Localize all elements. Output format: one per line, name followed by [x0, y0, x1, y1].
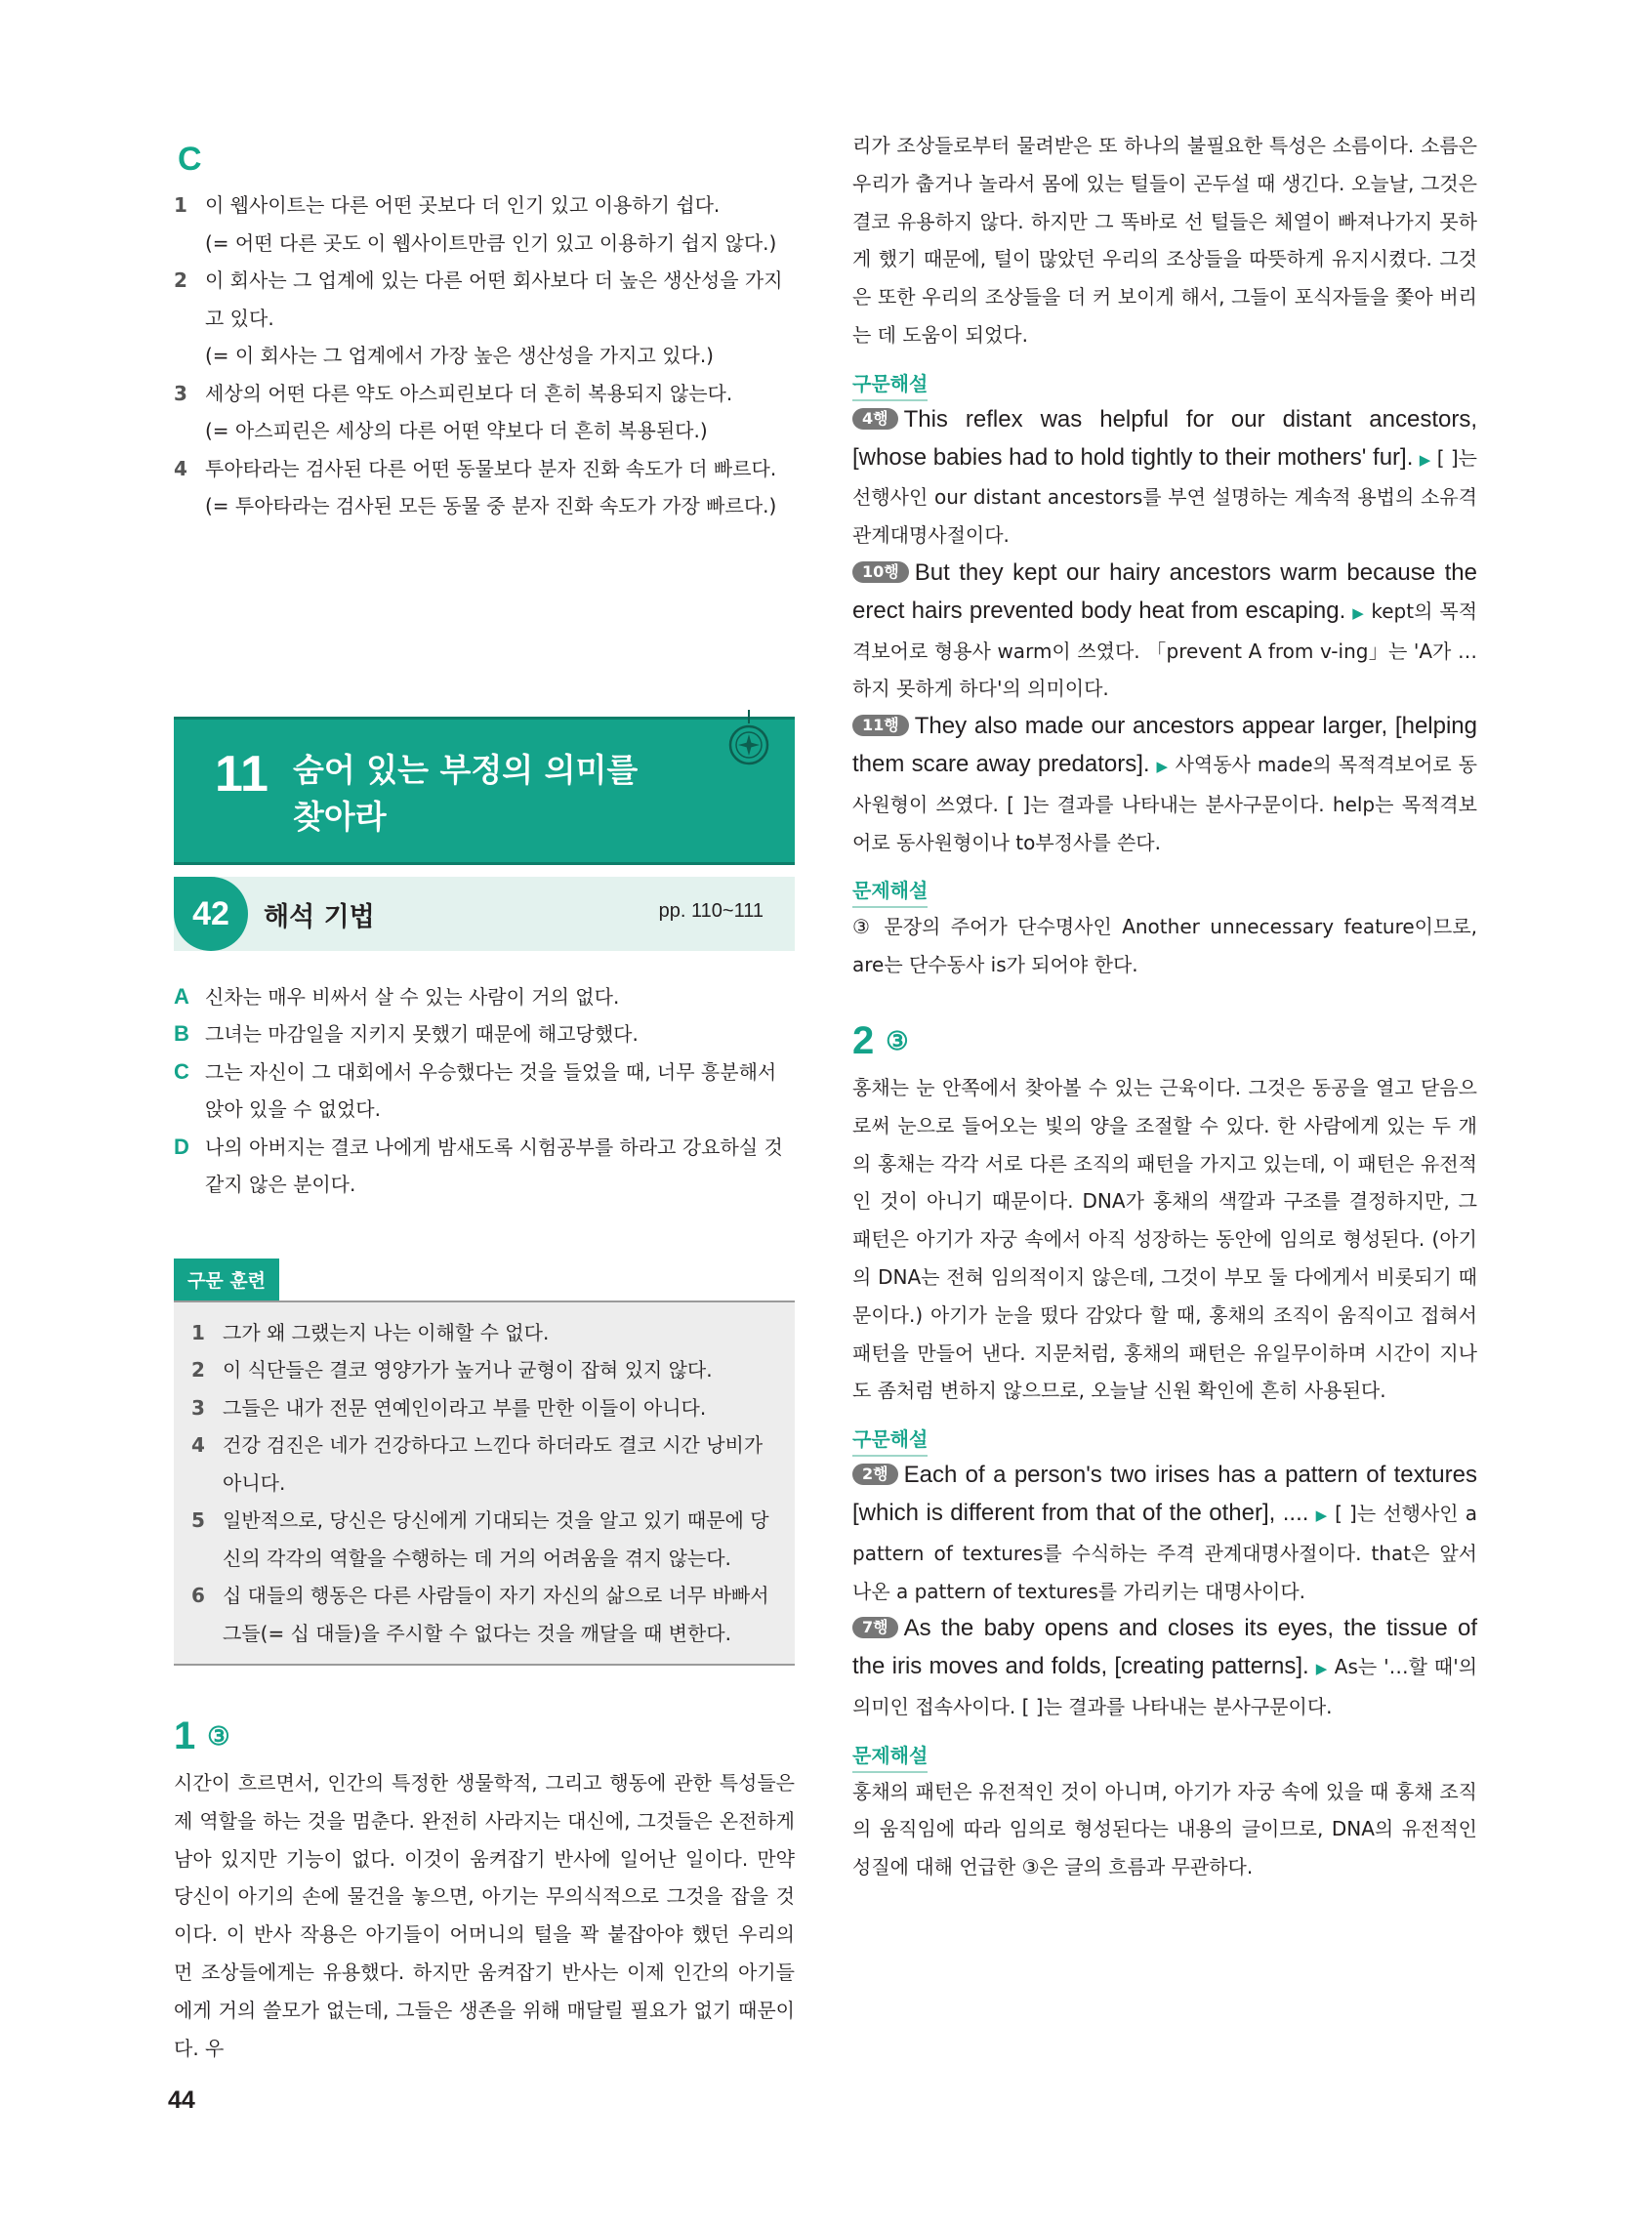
page-number: 44	[168, 2086, 195, 2114]
gumun-explanation-tag: 구문해설	[852, 1424, 928, 1457]
list-item	[174, 262, 795, 337]
korean-explanation: [ ]는 선행사인 our distant ancestors를 부연 설명하는 계속적 용법의 소유격 관계대명사절이다.	[852, 445, 1477, 548]
item-text: 그녀는 마감일을 지키지 못했기 때문에 해고당했다.	[205, 1022, 639, 1046]
answer-choice: ③	[886, 1025, 909, 1055]
korean-explanation: [ ]는 선행사인 a pattern of textures를 수식하는 주격 관계대명사절이다. that은 앞서 나온 a pattern of textures를 가리키는 대명사이다.	[852, 1501, 1478, 1603]
answer-choice: ③	[207, 1721, 230, 1751]
item-number: 2	[191, 1358, 205, 1382]
list-item-note	[174, 412, 795, 450]
gumun-explanation-tag: 구문해설	[852, 368, 928, 401]
item-number: 2	[174, 268, 187, 292]
item-text: 그가 왜 그랬는지 나는 이해할 수 없다.	[223, 1320, 550, 1344]
lesson-header	[174, 877, 795, 951]
list-item	[191, 1426, 777, 1502]
problem-explanation-tag: 문제해설	[852, 875, 928, 908]
right-column	[852, 127, 1477, 1886]
item-text: 이 회사는 그 업계에 있는 다른 어떤 회사보다 더 높은 생산성을 가지고 있다.	[205, 268, 783, 330]
section-c-heading: C	[178, 141, 202, 178]
item-number: 3	[191, 1395, 205, 1420]
problem-explanation: 홍채의 패턴은 유전적인 것이 아니며, 아기가 자궁 속에 있을 때 홍채 조직의 움직임에 따라 임의로 형성된다는 내용의 글이므로, DNA의 유전적인 성질에 대해 언급한 ③은 글의 흐름과 무관하다.	[852, 1779, 1477, 1879]
item-number: 4	[174, 456, 187, 480]
item-text: 그들은 내가 전문 연예인이라고 부를 만한 이들이 아니다.	[223, 1395, 707, 1420]
item-number: 1	[191, 1320, 205, 1344]
item-note: (= 이 회사는 그 업계에서 가장 높은 생산성을 가지고 있다.)	[205, 344, 714, 367]
lesson-pages: pp. 110~111	[658, 899, 764, 922]
item-text: 이 식단들은 결코 영양가가 높거나 균형이 잡혀 있지 않다.	[223, 1358, 713, 1382]
compass-icon	[723, 710, 775, 772]
list-item	[191, 1314, 777, 1352]
gumun-entry	[852, 555, 1477, 708]
list-item	[174, 1129, 795, 1204]
english-sentence: They also made our ancestors appear larger, [helping them scare away predators].	[852, 713, 1477, 777]
arrow-icon: ▶	[1315, 1506, 1328, 1524]
item-text: 투아타라는 검사된 다른 어떤 동물보다 분자 진화 속도가 더 빠르다.	[205, 456, 777, 480]
list-item	[191, 1577, 777, 1652]
answer-2-translation: 홍채는 눈 안쪽에서 찾아볼 수 있는 근육이다. 그것은 동공을 열고 닫음으로써 눈으로 들어오는 빛의 양을 조절할 수 있다. 한 사람에게 있는 두 개의 홍채는 각각 서로 다른 조직의 패턴을 가지고 있는데, 이 패턴은 유전적인 것이 아니기 때문이다. DNA가 홍채의 색깔과 구조를 결정하지만, 그 패턴은 아기가 자궁 속에서 아직 성장하는 동안에 임의로 형성된다. (아기의 DNA는 전혀 임의적이지 않은데, 그것이 부모 둘 다에게서 비롯되기 때문이다.) 아기가 눈을 떴다 감았다 할 때, 홍채의 조직이 움직이고 접혀서 패턴을 만들어 낸다. 지문처럼, 홍채의 패턴은 유일무이하며 시간이 지나도 좀처럼 변하지 않으므로, 오늘날 신원 확인에 흔히 사용된다.	[852, 1075, 1477, 1403]
list-item	[191, 1351, 777, 1389]
item-note: (= 어떤 다른 곳도 이 웹사이트만큼 인기 있고 이용하기 쉽지 않다.)	[205, 230, 777, 255]
english-sentence: This reflex was helpful for our distant ancestors, [whose babies had to hold tightly to their mothers' fur].	[852, 405, 1477, 471]
chapter-title-line2: 찾아라	[293, 797, 387, 836]
item-text: 세상의 어떤 다른 약도 아스피린보다 더 흔히 복용되지 않는다.	[205, 381, 733, 405]
section-c-list	[174, 186, 795, 525]
list-item	[174, 1015, 795, 1053]
answer-2-heading	[852, 1019, 1477, 1063]
item-key: B	[174, 1021, 189, 1046]
chapter-banner	[174, 717, 795, 865]
lesson-title: 해석 기법	[264, 901, 375, 932]
list-item-note	[174, 337, 795, 375]
item-number: 3	[174, 381, 187, 405]
english-sentence: Each of a person's two irises has a pattern of textures [which is different from that of the other], ....	[852, 1462, 1477, 1526]
answer-1-translation-cont: 리가 조상들로부터 물려받은 또 하나의 불필요한 특성은 소름이다. 소름은 우리가 춥거나 놀라서 몸에 있는 털들이 곤두설 때 생긴다. 오늘날, 그것은 결코 유용하지 않다. 하지만 그 똑바로 선 털들은 체열이 빠져나가지 못하게 했기 때문에, 털이 많았던 우리의 조상들을 따뜻하게 유지시켰다. 그것은 또한 우리의 조상들을 더 커 보이게 해서, 그들이 포식자들을 쫓아 버리는 데 도움이 되었다.	[852, 134, 1477, 347]
list-item-note	[174, 225, 795, 263]
chapter-title-line1: 숨어 있는 부정의 의미를	[293, 750, 639, 789]
list-item	[174, 375, 795, 413]
item-number: 4	[191, 1433, 205, 1457]
item-number: 1	[174, 193, 187, 217]
gumun-training-tag: 구문 훈련	[174, 1259, 279, 1300]
item-text: 건강 검진은 네가 건강하다고 느낀다 하더라도 결코 시간 낭비가 아니다.	[223, 1433, 764, 1495]
arrow-icon: ▶	[1315, 1660, 1328, 1678]
line-badge: 4행	[852, 408, 898, 430]
item-number: 5	[191, 1508, 205, 1532]
line-badge: 11행	[852, 715, 909, 736]
chapter-number: 11	[215, 745, 268, 803]
left-column	[174, 135, 795, 2067]
item-text: 십 대들의 행동은 다른 사람들이 자기 자신의 삶으로 너무 바빠서 그들(= 십 대들)을 주시할 수 없다는 것을 깨달을 때 변한다.	[223, 1584, 769, 1645]
item-text: 일반적으로, 당신은 당신에게 기대되는 것을 알고 있기 때문에 당신의 각각의 역할을 수행하는 데 거의 어려움을 겪지 않는다.	[223, 1508, 769, 1570]
item-text: 나의 아버지는 결코 나에게 밤새도록 시험공부를 하라고 강요하실 것 같지 않은 분이다.	[205, 1135, 783, 1196]
english-sentence: But they kept our hairy ancestors warm because the erect hairs prevented body heat from escaping.	[852, 558, 1477, 624]
line-badge: 7행	[852, 1617, 898, 1638]
chapter-title	[293, 747, 664, 841]
line-badge: 2행	[852, 1464, 898, 1485]
item-key: D	[174, 1134, 189, 1159]
problem-explanation: ③ 문장의 주어가 단수명사인 Another unnecessary feature이므로, are는 단수동사 is가 되어야 한다.	[852, 915, 1477, 977]
korean-explanation: As는 '…할 때'의 의미인 접속사이다. [ ]는 결과를 나타내는 분사구문이다.	[852, 1655, 1478, 1718]
item-note: (= 아스피린은 세상의 다른 어떤 약보다 더 흔히 복용된다.)	[205, 419, 708, 442]
list-item	[191, 1502, 777, 1577]
gumun-entry	[852, 1457, 1477, 1610]
arrow-icon: ▶	[1352, 603, 1365, 622]
answer-number: 1	[174, 1714, 196, 1757]
list-item	[174, 450, 795, 488]
answer-number: 2	[852, 1018, 875, 1062]
gumun-training-box	[174, 1300, 795, 1667]
list-item-note	[174, 487, 795, 525]
problem-explanation-tag: 문제해설	[852, 1740, 928, 1773]
korean-explanation: kept의 목적격보어로 형용사 warm이 쓰였다. 「prevent A from v-ing」는 'A가 …하지 못하게 하다'의 의미이다.	[852, 599, 1478, 701]
answer-1-translation: 시간이 흐르면서, 인간의 특정한 생물학적, 그리고 행동에 관한 특성들은 제 역할을 하는 것을 멈춘다. 완전히 사라지는 대신에, 그것들은 온전하게 남아 있지만 기능이 없다. 이것이 움켜잡기 반사에 일어난 일이다. 만약 당신이 아기의 손에 물건을 놓으면, 아기는 무의식적으로 그것을 잡을 것이다. 이 반사 작용은 아기들이 어머니의 털을 꽉 붙잡아야 했던 우리의 먼 조상들에게는 유용했다. 하지만 움켜잡기 반사는 이제 인간의 아기들에게 거의 쓸모가 없는데, 그들은 생존을 위해 매달릴 필요가 없기 때문이다. 우	[174, 1771, 795, 2060]
item-text: 신차는 매우 비싸서 살 수 있는 사람이 거의 없다.	[205, 984, 620, 1009]
list-item	[174, 186, 795, 225]
arrow-icon: ▶	[1156, 757, 1169, 775]
item-key: A	[174, 983, 189, 1009]
item-text: 이 웹사이트는 다른 어떤 곳보다 더 인기 있고 이용하기 쉽다.	[205, 193, 721, 217]
item-note: (= 투아타라는 검사된 모든 동물 중 분자 진화 속도가 가장 빠르다.)	[205, 494, 777, 517]
lesson-number: 42	[192, 894, 229, 932]
list-item	[191, 1389, 777, 1427]
item-key: C	[174, 1058, 189, 1084]
list-item	[174, 1053, 795, 1129]
item-text: 그는 자신이 그 대회에서 우승했다는 것을 들었을 때, 너무 흥분해서 앉아 있을 수 없었다.	[205, 1059, 777, 1121]
list-item	[174, 978, 795, 1016]
answer-list-abcd	[174, 978, 795, 1204]
answer-1-heading	[174, 1714, 795, 1758]
lesson-number-badge	[174, 877, 248, 951]
english-sentence: As the baby opens and closes its eyes, the tissue of the iris moves and folds, [creating patterns].	[852, 1615, 1477, 1680]
item-number: 6	[191, 1584, 205, 1607]
korean-explanation: 사역동사 made의 목적격보어로 동사원형이 쓰였다. [ ]는 결과를 나타내는 분사구문이다. help는 목적격보어로 동사원형이나 to부정사를 쓴다.	[852, 752, 1477, 854]
gumun-entry	[852, 401, 1477, 555]
gumun-entry	[852, 708, 1477, 861]
line-badge: 10행	[852, 561, 909, 583]
gumun-entry	[852, 1610, 1477, 1725]
arrow-icon: ▶	[1419, 450, 1431, 469]
